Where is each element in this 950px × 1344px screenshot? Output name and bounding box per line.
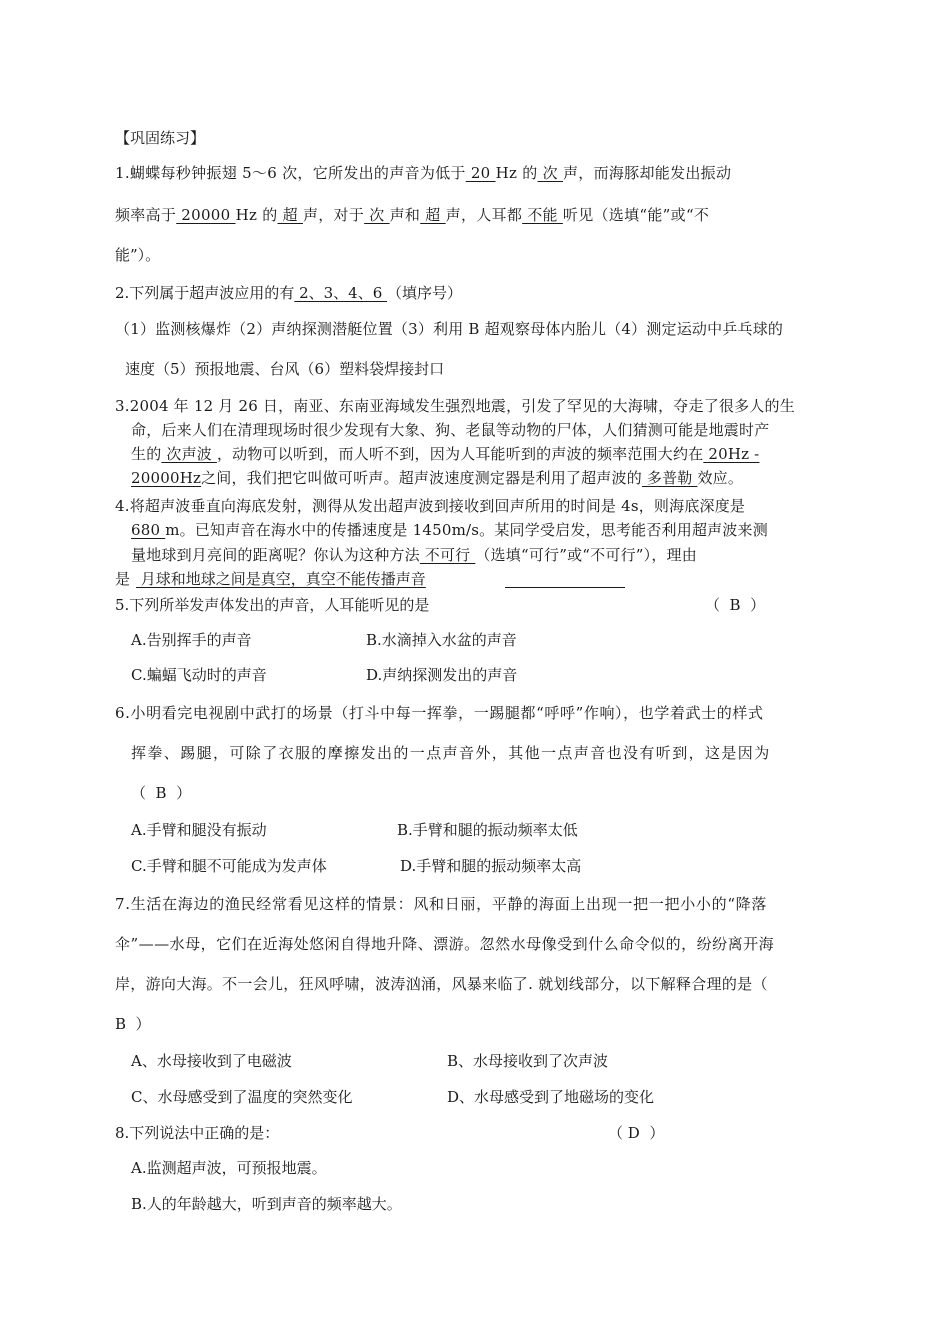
q6-line1: 6.小明看完电视剧中武打的场景（打斗中每一挥拳，一踢腿都“呼呼”作响），也学着武士的样式 [115,704,764,722]
q1-blank-2: 次 [537,164,563,182]
q1-blank-6: 超 [420,206,446,224]
q7-option-a: A、水母接收到了电磁波 [131,1052,292,1070]
q8-option-b: B.人的年龄越大，听到声音的频率越大。 [131,1195,402,1213]
q3-line2: 命，后来人们在清理现场时很少发现有大象、狗、老鼠等动物的尸体，人们猜测可能是地震时产 [131,421,770,439]
q6-option-c: C.手臂和腿不可能成为发声体 [131,857,327,875]
q3-blank-1: 次声波 [161,445,217,463]
q3-blank-3: 20000Hz [131,469,202,487]
q6-option-b: B.手臂和腿的振动频率太低 [397,821,578,839]
q7-option-d: D、水母感受到了地磁场的变化 [447,1088,655,1106]
q3-blank-4: 多普勒 [641,469,698,487]
q4-line2: 680 m。已知声音在海水中的传播速度是 1450m/s。某同学受启发，思考能否利用超声波来测 [131,521,768,539]
q4-line1: 4.将超声波垂直向海底发射，测得从发出超声波到接收到回声所用的时间是 4s，则海底深度是 [115,497,746,515]
q3-line4: 20000Hz之间，我们把它叫做可听声。超声波速度测定器是利用了超声波的 多普勒 效应。 [131,469,744,487]
q5-stem: 5.下列所举发声体发出的声音，人耳能听见的是 [115,596,430,614]
q1-blank-5: 次 [364,206,390,224]
q4-blank-3: 月球和地球之间是真空，真空不能传播声音 [136,570,426,588]
q1-blank-4: 超 [277,206,303,224]
q5-option-b: B.水滴掉入水盆的声音 [366,631,517,649]
q3-blank-2: 20Hz - [703,445,760,463]
q4-line3: 量地球到月亮间的距离呢？你认为这种方法 不可行 （选填“可行”或“不可行”），理由 [131,546,697,564]
q5-option-c: C.蝙蝠飞动时的声音 [131,666,267,684]
q1-line3: 能”）。 [115,246,161,264]
q1-line1: 1.蝴蝶每秒钟振翅 5～6 次，它所发出的声音为低于 20 Hz 的 次 声，而海豚却能发出振动 [115,164,732,182]
q2-options-line1: （1）监测核爆炸（2）声纳探测潜艇位置（3）利用 B 超观察母体内胎儿（4）测定运动中乒乓球的 [115,320,784,338]
q3-line1: 3.2004 年 12 月 26 日，南亚、东南亚海域发生强烈地震，引发了罕见的大海啸，夺走了很多人的生 [115,397,795,415]
q2-line1: 2.下列属于超声波应用的有 2、3、4、6 （填序号） [115,284,463,302]
q6-option-d: D.手臂和腿的振动频率太高 [400,857,582,875]
q8-option-a: A.监测超声波，可预报地震。 [131,1159,327,1177]
q7-line2: 伞”——水母，它们在近海处悠闲自得地升降、漂游。忽然水母像受到什么命令似的，纷纷离开海 [115,935,775,953]
q7-line1: 7.生活在海边的渔民经常看见这样的情景：风和日丽，平静的海面上出现一把一把小小的“降落 [115,895,768,913]
q7-answer: B ） [115,1015,151,1033]
q4-blank-1: 680 [131,521,166,539]
q1-blank-7: 不能 [522,206,563,224]
q8-answer: （ D ） [608,1124,665,1142]
q2-blank: 2、3、4、6 [294,284,388,302]
q2-options-line2: 速度（5）预报地震、台风（6）塑料袋焊接封口 [125,360,445,378]
q4-blank-3-extension [505,587,625,588]
q1-line2: 频率高于 20000 Hz 的 超 声，对于 次 声和 超 声，人耳都 不能 听见（选填“能”或“不 [115,206,710,224]
q8-stem: 8.下列说法中正确的是： [115,1124,280,1142]
q7-line3: 岸，游向大海。不一会儿，狂风呼啸，波涛汹涌，风暴来临了. 就划线部分，以下解释合理的是（ [115,975,768,993]
q5-answer: （ B ） [705,596,766,614]
q5-option-d: D.声纳探测发出的声音 [366,666,518,684]
q6-answer: （ B ） [131,784,192,802]
q3-line3: 生的 次声波 ，动物可以听到，而人听不到，因为人耳能听到的声波的频率范围大约在 20Hz - [131,445,760,463]
q4-blank-2: 不可行 [419,546,476,564]
q4-line4: 是 月球和地球之间是真空，真空不能传播声音 [115,570,426,588]
q6-line2: 挥拳、踢腿，可除了衣服的摩擦发出的一点声音外，其他一点声音也没有听到，这是因为 [131,744,771,762]
q5-option-a: A.告别挥手的声音 [131,631,252,649]
q6-option-a: A.手臂和腿没有振动 [131,821,267,839]
q7-option-c: C、水母感受到了温度的突然变化 [131,1088,353,1106]
q1-blank-3: 20000 [176,206,236,224]
q7-option-b: B、水母接收到了次声波 [447,1052,609,1070]
q1-blank-1: 20 [465,164,496,182]
section-heading: 【巩固练习】 [115,129,206,147]
